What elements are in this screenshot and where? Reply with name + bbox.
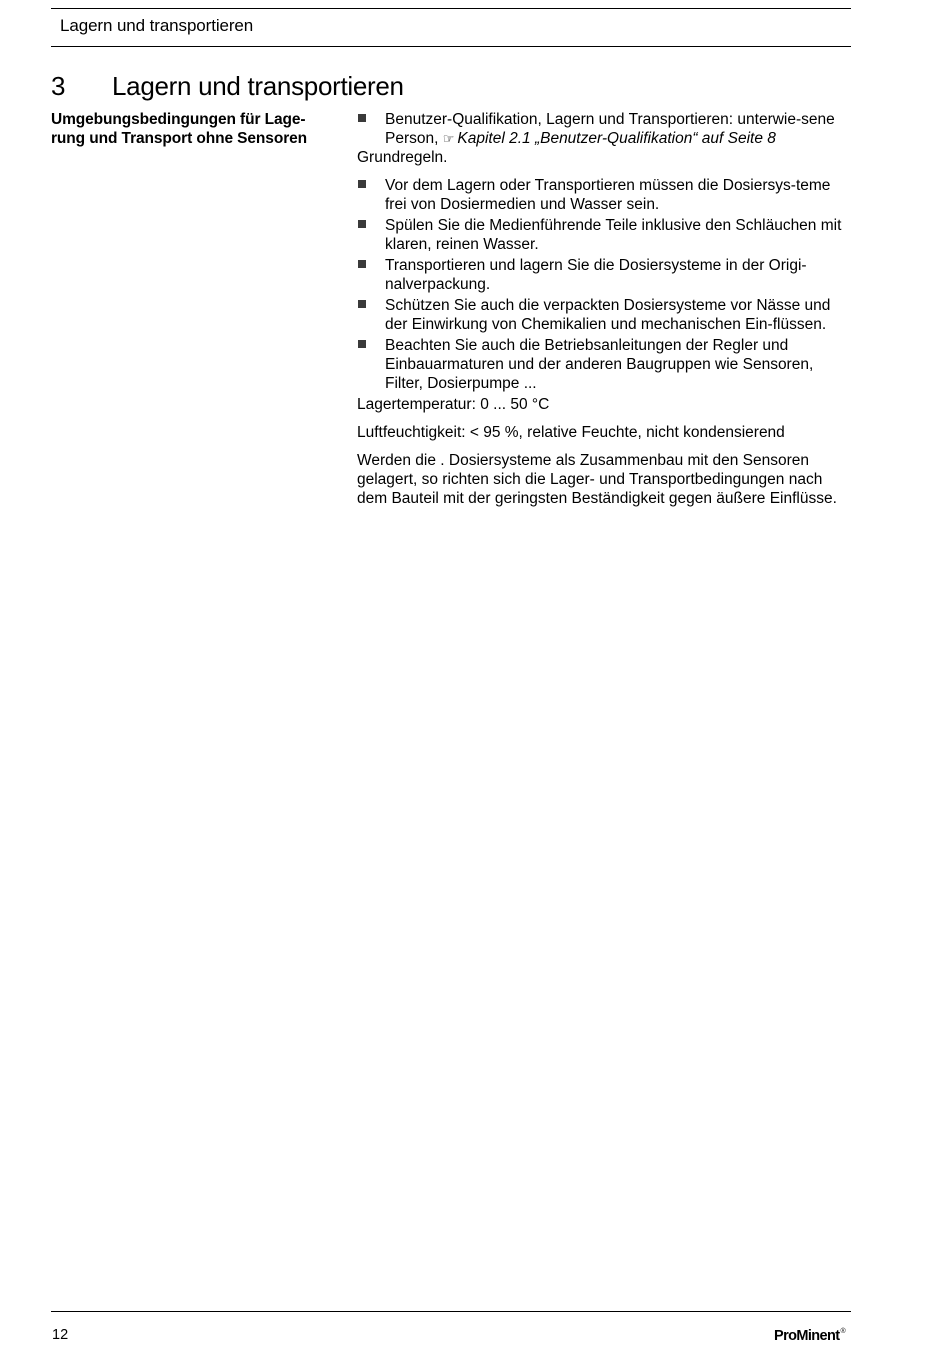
pointing-hand-icon: ☞ — [442, 131, 455, 146]
header-top-rule — [51, 8, 851, 9]
square-bullet-icon — [358, 340, 366, 348]
list-item — [357, 110, 852, 148]
header-bottom-rule — [51, 46, 851, 47]
side-heading-line-1: Umgebungsbedingungen für Lage- — [51, 111, 306, 128]
square-bullet-icon — [358, 300, 366, 308]
cross-reference-text: Kapitel 2.1 „Benutzer-Qualifikation“ auf Seite 8 — [457, 130, 776, 147]
footer-rule — [51, 1311, 851, 1312]
list-item — [357, 336, 852, 393]
rule-text: Schützen Sie auch die verpackten Dosiersysteme vor Nässe und der Einwirkung von Chemikalien und mechanischen Ein-flüssen. — [385, 297, 831, 333]
rule-text: Vor dem Lagern oder Transportieren müssen die Dosiersys-teme frei von Dosiermedien und Wasser sein. — [385, 177, 831, 213]
square-bullet-icon — [358, 114, 366, 122]
storage-temperature: Lagertemperatur: 0 ... 50 °C — [357, 396, 550, 413]
side-heading-line-2: rung und Transport ohne Sensoren — [51, 130, 308, 147]
list-item — [357, 176, 852, 214]
main-content — [357, 110, 852, 517]
side-heading — [51, 110, 321, 148]
list-item — [357, 256, 852, 294]
prominent-logo — [774, 1328, 845, 1344]
rule-text: Spülen Sie die Medienführende Teile inklusive den Schläuchen mit klaren, reinen Wasser. — [385, 217, 842, 253]
list-item — [357, 216, 852, 254]
qualification-list — [357, 110, 852, 148]
closing-paragraph: Werden die . Dosiersysteme als Zusammenbau mit den Sensoren gelagert, so richten sich die Lager- und Transportbedingungen nach dem Bauteil mit der geringsten Beständigkeit gegen äußere Einflüsse. — [357, 452, 837, 507]
rules-list — [357, 176, 852, 393]
chapter-heading — [51, 70, 404, 102]
cross-reference-link[interactable] — [443, 130, 776, 147]
logo-text: ProMinent — [774, 1328, 840, 1344]
square-bullet-icon — [358, 260, 366, 268]
registered-mark: ® — [840, 1328, 846, 1335]
intro-text: Grundregeln. — [357, 149, 448, 166]
square-bullet-icon — [358, 180, 366, 188]
qualification-text: Benutzer-Qualifikation, Lagern und Transportieren: unterwie-sene Person, — [385, 111, 835, 147]
rule-text: Transportieren und lagern Sie die Dosiersysteme in der Origi-nalverpackung. — [385, 257, 807, 293]
running-header: Lagern und transportieren — [60, 16, 254, 35]
list-item — [357, 296, 852, 334]
square-bullet-icon — [358, 220, 366, 228]
chapter-title: Lagern und transportieren — [112, 71, 404, 101]
chapter-number: 3 — [51, 71, 66, 101]
page-number: 12 — [52, 1327, 69, 1343]
rule-text: Beachten Sie auch die Betriebsanleitungen der Regler und Einbauarmaturen und der anderen Baugruppen wie Sensoren, Filter, Dosierpumpe ... — [385, 337, 814, 392]
humidity: Luftfeuchtigkeit: < 95 %, relative Feuchte, nicht kondensierend — [357, 424, 785, 441]
